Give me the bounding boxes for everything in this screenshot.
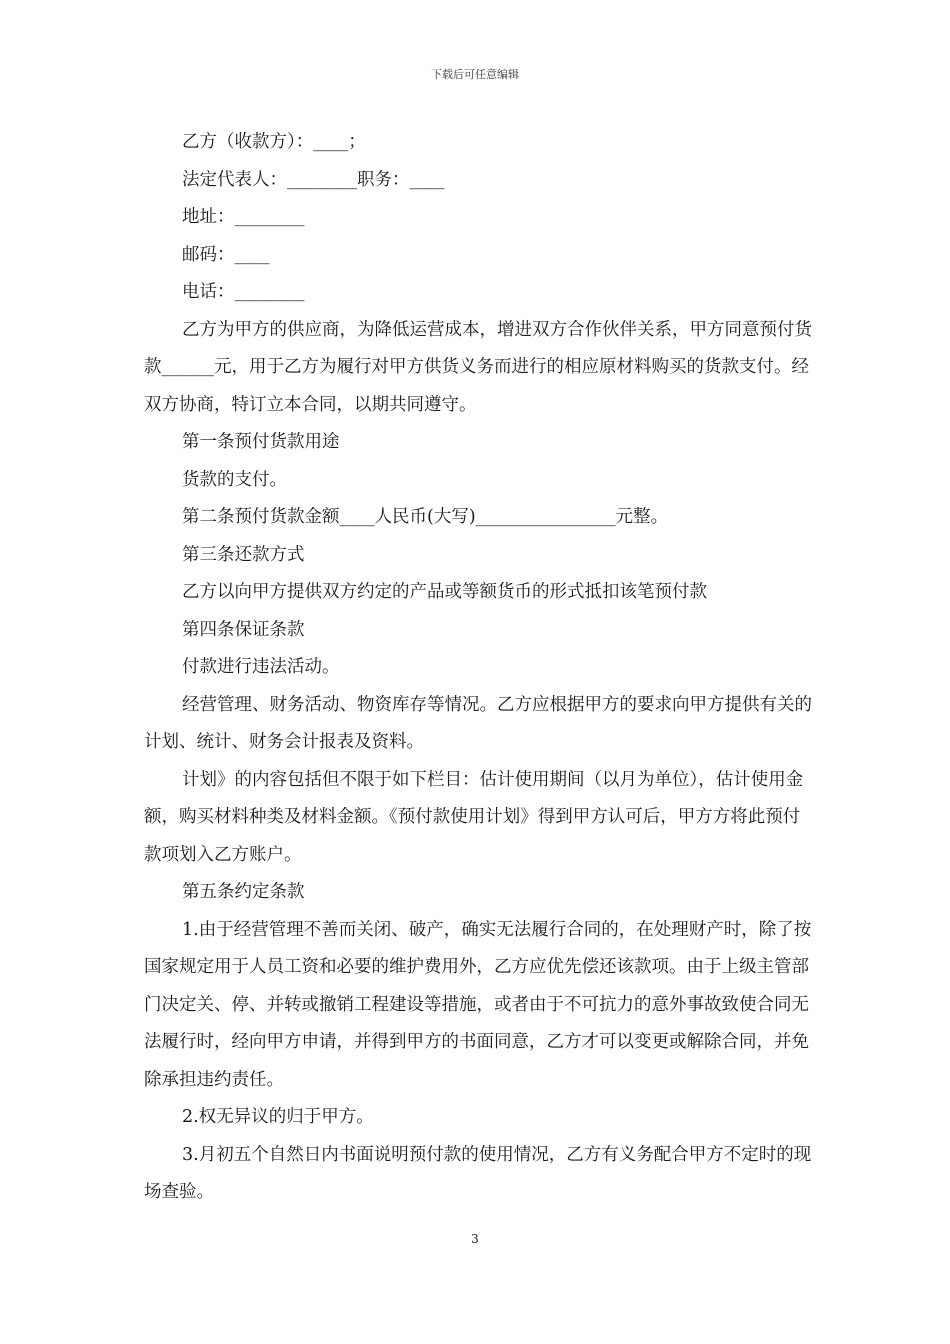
document-body — [144, 124, 814, 1212]
address-line: 地址：________ — [182, 207, 305, 227]
legal-representative-line: 法定代表人：________职务：____ — [182, 169, 445, 190]
article-3-text: 乙方以向甲方提供双方约定的产品或等额货币的形式抵扣该笔预付款 — [182, 582, 707, 602]
article-1-text: 货款的支付。 — [182, 469, 287, 490]
page-number: 3 — [471, 1232, 479, 1246]
article-5-clause-3: 3.月初五个自然日内书面说明预付款的使用情况，乙方有义务配合甲方不定时的现场查验。 — [144, 1144, 812, 1202]
article-4-text-1: 付款进行违法活动。 — [182, 657, 340, 677]
postcode-line: 邮码：____ — [182, 244, 270, 265]
preamble-paragraph: 乙方为甲方的供应商，为降低运营成本，增进双方合作伙伴关系，甲方同意预付货款______元，用于乙方为履行对甲方供货义务而进行的相应原材料购买的货款支付。经双方协商，特订立本合同，以期共同遵守。 — [144, 319, 812, 415]
article-4-heading: 第四条保证条款 — [182, 619, 305, 640]
header-note: 下载后可任意编辑 — [431, 68, 519, 81]
article-1-heading: 第一条预付货款用途 — [182, 432, 340, 452]
article-5-clause-2: 2.权无异议的归于甲方。 — [182, 1107, 374, 1127]
article-3-heading: 第三条还款方式 — [182, 544, 305, 565]
article-4-text-2: 经营管理、财务活动、物资库存等情况。乙方应根据甲方的要求向甲方提供有关的计划、统计、财务会计报表及资料。 — [144, 694, 812, 752]
party-b-line: 乙方（收款方）：____； — [182, 132, 366, 152]
article-5-heading: 第五条约定条款 — [182, 882, 305, 902]
phone-line: 电话：________ — [182, 282, 305, 302]
article-2-text: 第二条预付货款金额____人民币(大写)________________元整。 — [182, 507, 669, 527]
article-5-clause-1: 1.由于经营管理不善而关闭、破产，确实无法履行合同的，在处理财产时，除了按国家规定用于人员工资和必要的维护费用外，乙方应优先偿还该款项。由于上级主管部门决定关、停、并转或撤销工程建设等措施，或者由于不可抗力的意外事故致使合同无法履行时，经向甲方申请，并得到甲方的书面同意，乙方才可以变更或解除合同，并免除承担违约责任。 — [144, 919, 812, 1090]
article-4-text-3: 计划》的内容包括但不限于如下栏目：估计使用期间（以月为单位），估计使用金额，购买材料种类及材料金额。《预付款使用计划》得到甲方认可后，甲方方将此预付款项划入乙方账户。 — [144, 769, 804, 865]
